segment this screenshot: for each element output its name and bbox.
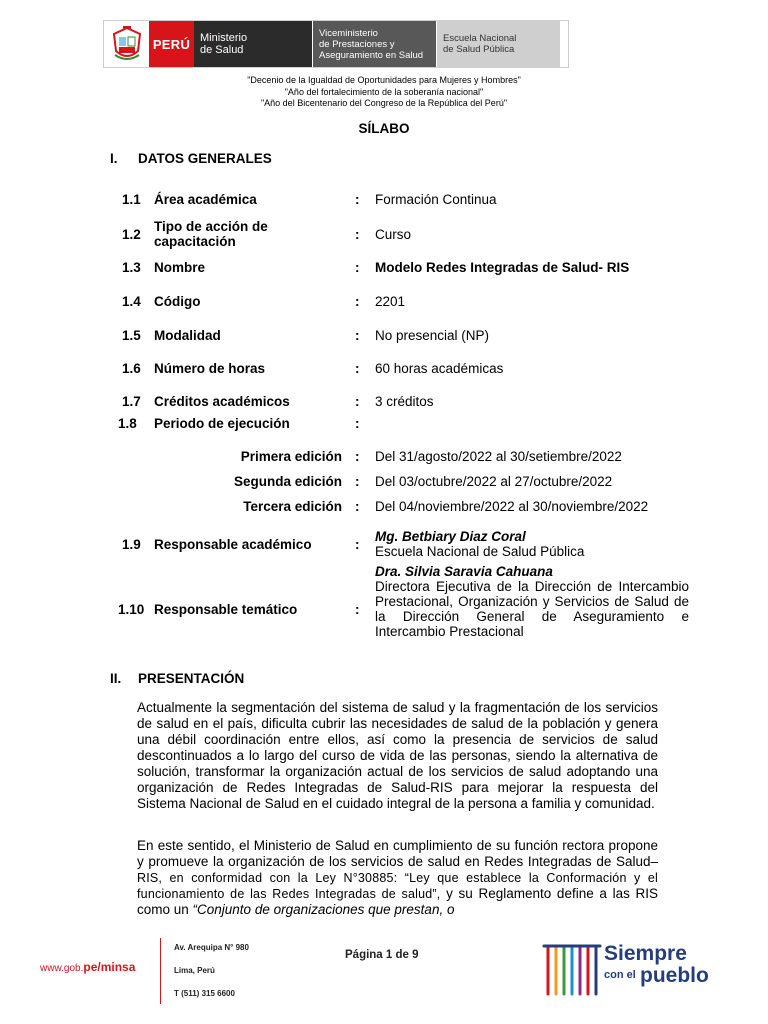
viceministerio-text: Viceministerio de Prestaciones y Aseguramiento en Salud: [319, 27, 424, 61]
row-value: Formación Continua: [375, 192, 497, 207]
ministerio-label: [194, 21, 312, 67]
logo-text-pueblo: pueblo: [640, 964, 709, 987]
footer-address: Av. Arequipa N° 980: [174, 943, 249, 952]
row-colon: :: [355, 294, 360, 309]
row-number: 1.1: [122, 192, 141, 207]
decenio-lines: [0, 74, 768, 109]
row-label: Tipo de acción de capacitación: [154, 219, 268, 249]
bicentenario-line: "Año del Bicentenario del Congreso de la República del Perú": [260, 98, 508, 108]
decenio-line: "Decenio de la Igualdad de Oportunidades para Mujeres y Hombres": [247, 75, 521, 85]
row-colon: :: [355, 449, 360, 464]
row-value: No presencial (NP): [375, 328, 490, 343]
row-number: 1.7: [122, 394, 141, 409]
responsable-position: Directora Ejecutiva de la Dirección de Intercambio Prestacional, Organización y Servicios de Salud de la Dirección General de Aseguramiento e Intercambio Prestacional: [375, 579, 689, 639]
responsable-name: Dra. Silvia Saravia Cahuana: [375, 564, 553, 579]
row-value-block: [375, 564, 689, 639]
footer-phone: T (511) 315 6600: [174, 989, 235, 998]
ris-definition: “Conjunto de organizaciones que prestan, o: [192, 902, 455, 917]
edition-value: Del 31/agosto/2022 al 30/setiembre/2022: [375, 449, 622, 464]
paragraph-en-este-sentido: [137, 838, 658, 918]
row-colon: :: [355, 260, 360, 275]
edition-label: Segunda edición: [233, 474, 342, 489]
row-label: Créditos académicos: [154, 394, 290, 409]
row-number: 1.8: [118, 416, 137, 431]
section-number: I.: [110, 151, 118, 166]
row-number: 1.4: [122, 294, 141, 309]
escuela-text: Escuela Nacional de Salud Pública: [443, 33, 517, 55]
peru-label: PERÚ: [149, 21, 194, 67]
row-number: 1.3: [122, 260, 141, 275]
edition-label: Primera edición: [240, 449, 342, 464]
document-title: SÍLABO: [358, 121, 410, 136]
row-value: 3 créditos: [375, 394, 434, 409]
paragraph-part: y su Reglamento define a las RIS como un: [137, 886, 658, 917]
logo-text-siempre: Siempre: [604, 942, 687, 965]
ministerio-text: Ministerio de Salud: [200, 32, 248, 56]
row-label: Código: [154, 294, 201, 309]
url-prefix: www.gob.: [40, 963, 84, 974]
row-label: Modalidad: [154, 328, 221, 343]
header-banner: [103, 20, 569, 68]
row-number: 1.9: [122, 537, 141, 552]
row-number: 1.2: [122, 227, 141, 242]
escuela-label: [436, 21, 560, 67]
row-value-block: [375, 529, 690, 559]
row-number: 1.10: [118, 602, 145, 617]
row-colon: :: [355, 394, 360, 409]
anio-line: "Año del fortalecimiento de la soberanía nacional": [284, 86, 484, 97]
responsable-name: Mg. Betbiary Diaz Coral: [375, 529, 526, 544]
row-colon: :: [355, 328, 360, 343]
row-colon: :: [355, 602, 360, 617]
row-colon: :: [355, 499, 360, 514]
paragraph-actualmente: Actualmente la segmentación del sistema de salud y la fragmentación de los servicios de salud en el país, dificulta cubrir las necesidades de salud de la población y genera una débil coordinación entre ellos, así como la presencia de servicios de salud descontinuados a lo largo del curso de vida de las personas, siendo la alternativa de solución, transformar la organización actual de los servicios de salud adoptando una organización de Redes Integradas de Salud-RIS para mejorar la respuesta del Sistema Nacional de Salud en el cuidado integral de la persona a familia y comunidad.: [137, 700, 658, 811]
footer-city: Lima, Perú: [174, 966, 215, 975]
row-colon: :: [355, 192, 360, 207]
row-colon: :: [355, 416, 360, 431]
footer-url[interactable]: [40, 960, 135, 974]
row-label: Responsable académico: [154, 537, 312, 552]
row-label: Periodo de ejecución: [154, 416, 290, 431]
peru-coat-of-arms-icon: [104, 21, 149, 67]
row-label: Área académica: [154, 192, 257, 207]
logo-text-con-el: con el: [604, 969, 636, 981]
row-colon: :: [355, 227, 360, 242]
row-value: Curso: [375, 227, 412, 242]
row-label: Número de horas: [154, 361, 266, 376]
page-number: Página 1 de 9: [345, 949, 419, 961]
row-value: 2201: [375, 294, 406, 309]
responsable-institution: Escuela Nacional de Salud Pública: [375, 544, 585, 559]
row-label: Nombre: [154, 260, 206, 275]
row-label: Responsable temático: [154, 602, 298, 617]
row-number: 1.5: [122, 328, 141, 343]
row-number: 1.6: [122, 361, 141, 376]
row-value: Modelo Redes Integradas de Salud- RIS: [375, 260, 630, 275]
viceministerio-label: [312, 21, 436, 67]
row-colon: :: [355, 537, 360, 552]
edition-value: Del 04/noviembre/2022 al 30/noviembre/2022: [375, 499, 649, 514]
edition-value: Del 03/octubre/2022 al 27/octubre/2022: [375, 474, 613, 489]
footer-divider: [160, 938, 161, 1004]
url-main: pe/minsa: [83, 960, 136, 974]
row-colon: :: [355, 361, 360, 376]
section-number: II.: [110, 671, 122, 686]
edition-label: Tercera edición: [243, 499, 342, 514]
section-title: DATOS GENERALES: [138, 151, 272, 166]
law-citation: RIS, en conformidad con la Ley N°30885: “Ley que establece la Conformación y el funcionamiento de las Redes Integradas de salud”,: [137, 871, 658, 901]
paragraph-part: En este sentido, el Ministerio de Salud en cumplimiento de su función rectora propone y promueve la organización de los servicios de salud en Redes Integradas de Salud–: [137, 838, 658, 869]
section-title: PRESENTACIÓN: [138, 671, 245, 686]
row-colon: :: [355, 474, 360, 489]
row-value: 60 horas académicas: [375, 361, 504, 376]
